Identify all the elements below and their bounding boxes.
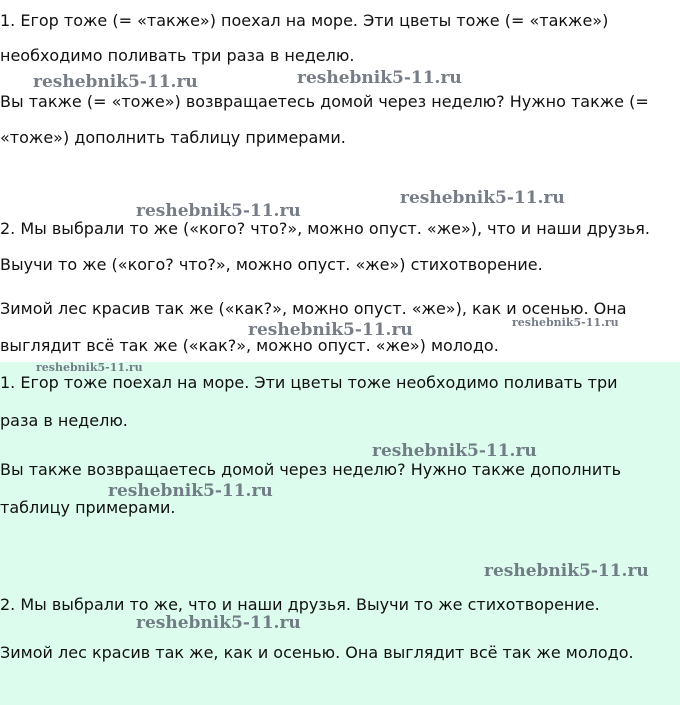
answer-line: раза в неделю.	[0, 411, 128, 430]
exercise-line: выглядит всё так же («как?», можно опуст. «же») молодо.	[0, 336, 499, 355]
watermark: reshebnik5-11.ru	[400, 188, 565, 208]
watermark: reshebnik5-11.ru	[136, 201, 301, 221]
watermark: reshebnik5-11.ru	[372, 441, 537, 461]
exercise-line: «тоже») дополнить таблицу примерами.	[0, 128, 346, 147]
watermark: reshebnik5-11.ru	[248, 320, 413, 340]
exercise-line: необходимо поливать три раза в неделю.	[0, 46, 355, 65]
answer-line: Зимой лес красив так же, как и осенью. Она выглядит всё так же молодо.	[0, 643, 634, 662]
watermark: reshebnik5-11.ru	[136, 613, 301, 633]
exercise-line: Зимой лес красив так же («как?», можно опуст. «же»), как и осенью. Она	[0, 299, 627, 318]
watermark: reshebnik5-11.ru	[512, 316, 619, 329]
answer-line: 1. Егор тоже поехал на море. Эти цветы тоже необходимо поливать три	[0, 373, 618, 392]
watermark: reshebnik5-11.ru	[297, 68, 462, 88]
exercise-line: Выучи то же («кого? что?», можно опуст. «же») стихотворение.	[0, 255, 543, 274]
watermark: reshebnik5-11.ru	[36, 361, 143, 374]
answer-line: таблицу примерами.	[0, 498, 176, 517]
exercise-line: 1. Егор тоже (= «также») поехал на море. Эти цветы тоже (= «также»)	[0, 11, 609, 30]
watermark: reshebnik5-11.ru	[484, 561, 649, 581]
exercise-line: 2. Мы выбрали то же («кого? что?», можно опуст. «же»), что и наши друзья.	[0, 219, 651, 238]
answer-line: Вы также возвращаетесь домой через неделю? Нужно также дополнить	[0, 460, 622, 479]
answer-line: 2. Мы выбрали то же, что и наши друзья. Выучи то же стихотворение.	[0, 595, 600, 614]
watermark: reshebnik5-11.ru	[108, 481, 273, 501]
exercise-line: Вы также (= «тоже») возвращаетесь домой через неделю? Нужно также (=	[0, 92, 649, 111]
watermark: reshebnik5-11.ru	[33, 72, 198, 92]
